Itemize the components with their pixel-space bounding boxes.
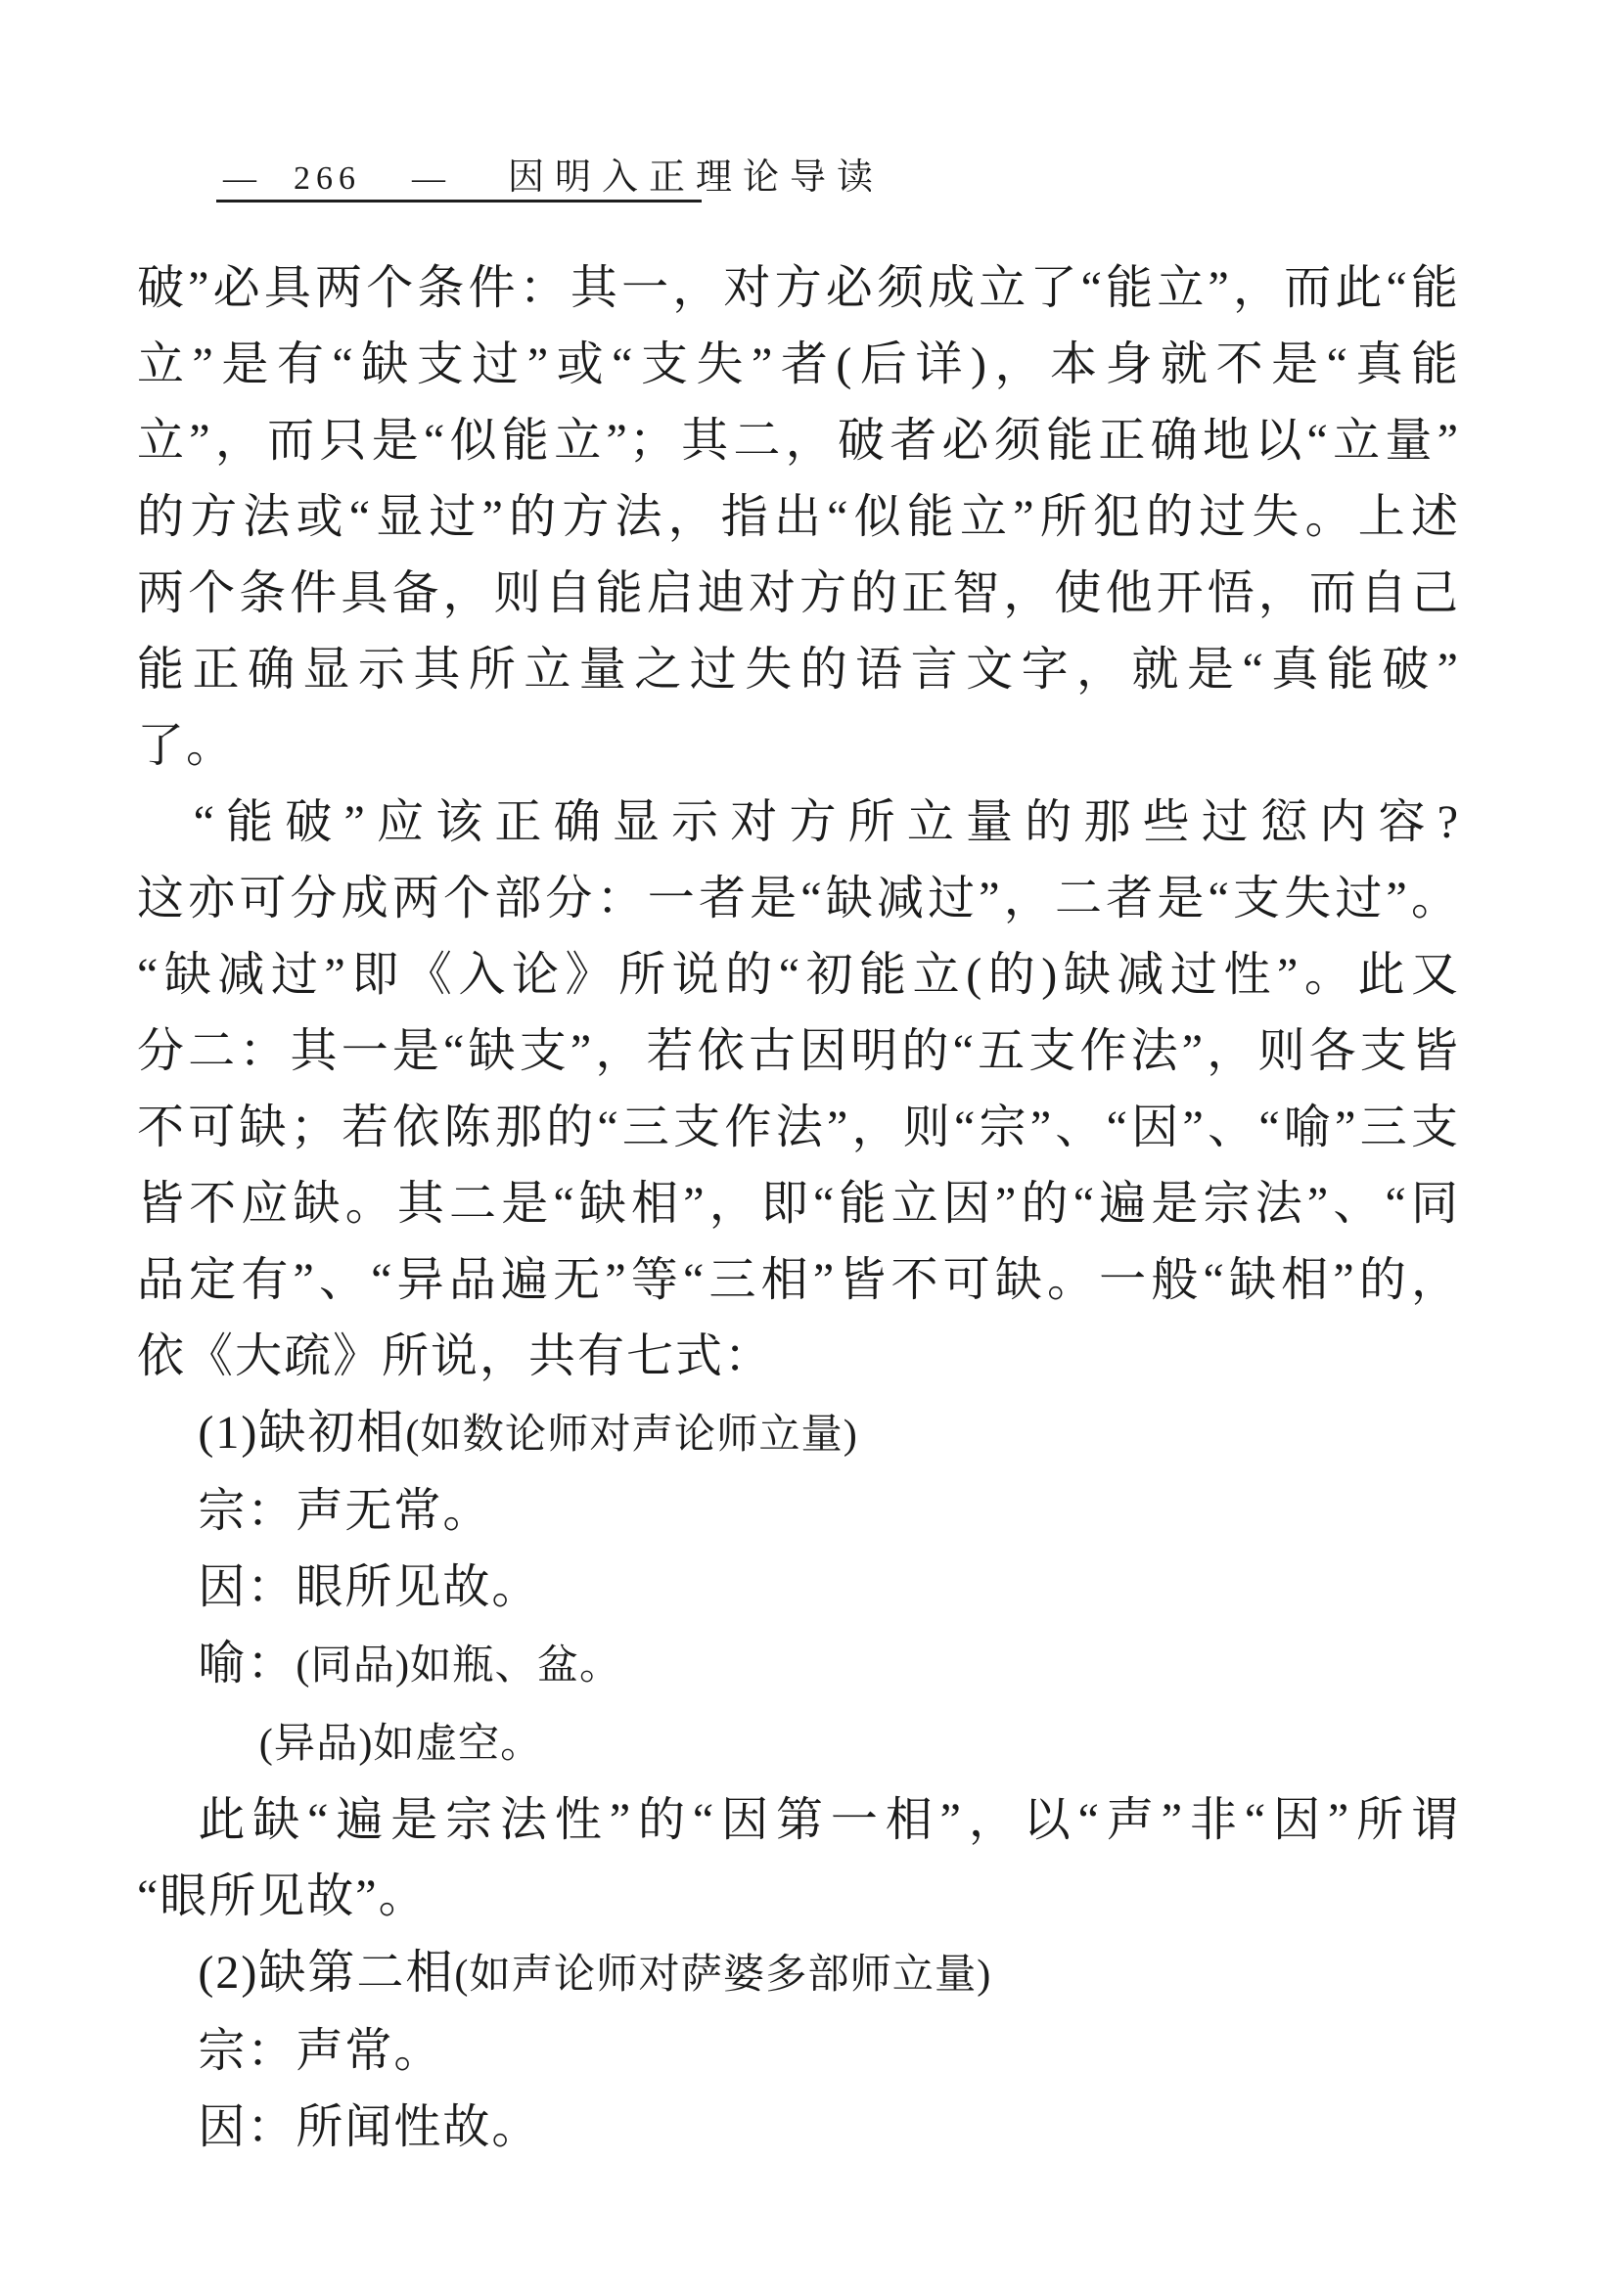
line-text: 因：所闻性故。	[198, 2101, 541, 2153]
line-text: 分二：其一是“缺支”，若依古因明的“五支作法”，则各支皆	[137, 1025, 1460, 1077]
header-underline-rule	[216, 200, 702, 203]
line-text: 的方法或“显过”的方法，指出“似能立”所犯的过失。上述	[137, 491, 1460, 543]
kai-annotation-text: (如数论师对声论师立量)	[405, 1412, 858, 1458]
kai-annotation-text: (同品)如瓶、盆。	[296, 1643, 622, 1688]
text-line	[137, 479, 1460, 556]
text-line	[137, 327, 1460, 403]
line-text: 宗：声无常。	[198, 1485, 492, 1537]
line-text: 依《大疏》所说，共有七式：	[137, 1330, 774, 1382]
text-line	[137, 1859, 1460, 1935]
text-line	[137, 708, 1460, 785]
text-line	[137, 1013, 1460, 1090]
line-text: 因：眼所见故。	[198, 1561, 541, 1613]
text-line	[137, 1550, 1460, 1626]
book-title: 因明入正理论导读	[508, 158, 884, 198]
text-line	[137, 861, 1460, 937]
text-line	[137, 1935, 1460, 2013]
text-line	[137, 1395, 1460, 1473]
line-text: 两个条件具备，则自能启迪对方的正智，使他开悟，而自己	[137, 567, 1460, 619]
line-text: 能正确显示其所立量之过失的语言文字，就是“真能破”	[137, 644, 1460, 696]
line-text: 此缺“遍是宗法性”的“因第一相”，以“声”非“因”所谓	[198, 1794, 1460, 1846]
text-line	[137, 785, 1460, 861]
line-text: 宗：声常。	[198, 2025, 443, 2077]
header-dash-right: —	[412, 160, 445, 197]
line-text: 立”是有“缺支过”或“支失”者(后详)，本身就不是“真能	[137, 338, 1460, 390]
text-line	[137, 1626, 1460, 1704]
header-dash-left: —	[223, 160, 256, 197]
line-text: 喻：	[198, 1638, 297, 1689]
line-text: 这亦可分成两个部分：一者是“缺减过”，二者是“支失过”。	[137, 873, 1460, 924]
text-line	[137, 937, 1460, 1013]
text-line	[137, 250, 1460, 327]
text-line	[137, 1166, 1460, 1242]
page-number: 266	[294, 160, 361, 197]
line-text: 立”，而只是“似能立”；其二，破者必须能正确地以“立量”	[137, 415, 1460, 467]
line-text: 不可缺；若依陈那的“三支作法”，则“宗”、“因”、“喻”三支	[137, 1102, 1460, 1153]
line-text: (2)缺第二相	[198, 1947, 455, 1999]
text-line	[137, 1473, 1460, 1550]
text-line	[137, 1704, 1460, 1782]
running-header	[223, 147, 884, 200]
text-line	[137, 1782, 1460, 1859]
text-line	[137, 2013, 1460, 2090]
text-line	[137, 556, 1460, 632]
line-text: “能破”应该正确显示对方所立量的那些过愆内容?	[193, 796, 1460, 848]
line-text: 品定有”、“异品遍无”等“三相”皆不可缺。一般“缺相”的，	[137, 1254, 1460, 1306]
line-text: “眼所见故”。	[137, 1870, 428, 1922]
kai-annotation-text: (如声论师对萨婆多部师立量)	[454, 1952, 992, 1998]
text-line	[137, 1242, 1460, 1319]
text-line	[137, 1319, 1460, 1395]
line-text: 破”必具两个条件：其一，对方必须成立了“能立”，而此“能	[137, 262, 1460, 314]
text-line	[137, 632, 1460, 708]
text-line	[137, 403, 1460, 479]
text-line	[137, 1090, 1460, 1166]
line-text: (1)缺初相	[198, 1407, 406, 1459]
page-body-text	[137, 250, 1460, 2166]
line-text: 皆不应缺。其二是“缺相”，即“能立因”的“遍是宗法”、“同	[137, 1178, 1460, 1230]
line-text: “缺减过”即《入论》所说的“初能立(的)缺减过性”。此又	[137, 949, 1460, 1001]
kai-annotation-text: (异品)如虚空。	[258, 1721, 543, 1767]
line-text: 了。	[137, 720, 236, 772]
text-line	[137, 2090, 1460, 2166]
